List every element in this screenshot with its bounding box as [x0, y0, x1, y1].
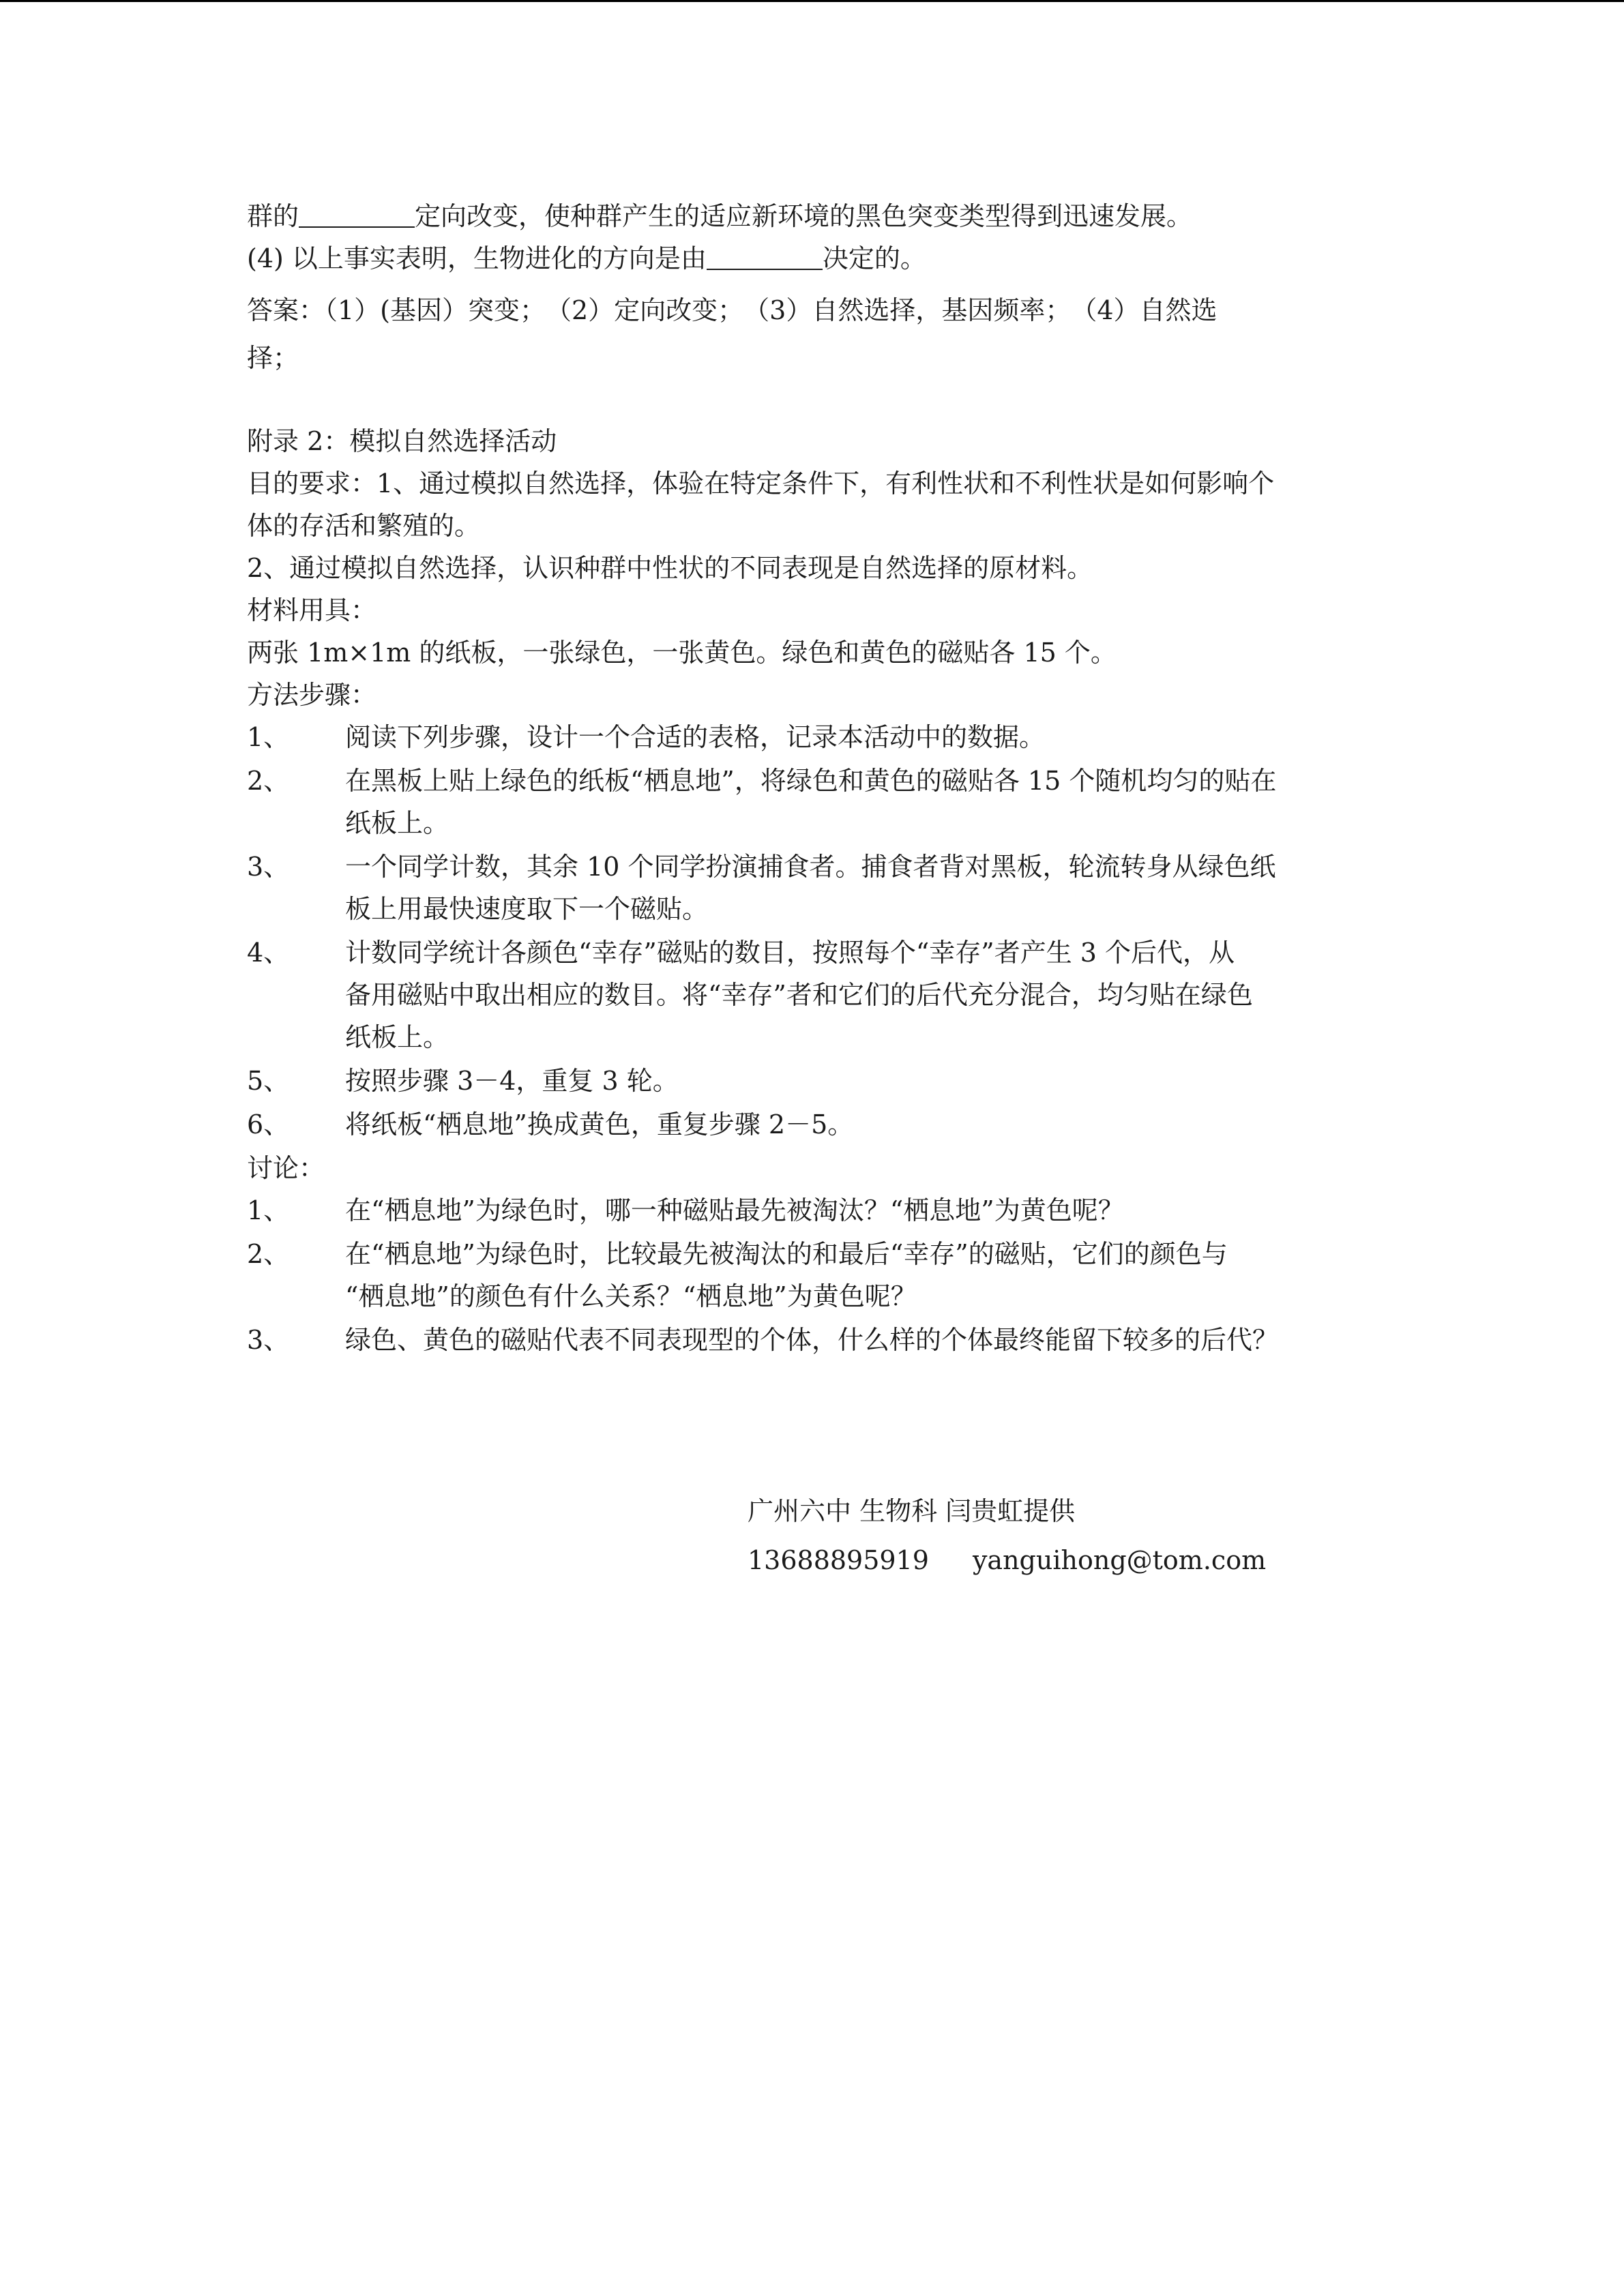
step-item-text	[345, 846, 1379, 930]
step-item-number: 4、	[247, 938, 290, 968]
step-item-text-line: 纸板上。	[345, 808, 449, 838]
discussion-item	[247, 1233, 1379, 1319]
step-item-number: 5、	[247, 1066, 290, 1096]
discussion-item-text-line: 在“栖息地”为绿色时，比较最先被淘汰的和最后“幸存”的磁贴，它们的颜色与	[345, 1239, 1228, 1269]
discussion-item-number: 1、	[247, 1195, 290, 1225]
step-item-text-line: 板上用最快速度取下一个磁贴。	[345, 894, 709, 924]
discussion-item-text-line: 绿色、黄色的磁贴代表不同表现型的个体，什么样的个体最终能留下较多的后代？	[345, 1325, 1279, 1355]
question-text: 决定的。	[822, 243, 926, 273]
contact-line	[748, 1536, 1266, 1585]
answer-line: 择；	[247, 343, 299, 373]
document-body	[247, 195, 1379, 1362]
question-text: (4) 以上事实表明，生物进化的方向是由	[247, 243, 707, 273]
discussion-item-text	[345, 1189, 1379, 1232]
question-line-4	[247, 237, 1379, 280]
step-item-text	[345, 716, 1379, 758]
materials-text: 两张 1m×1m 的纸板，一张绿色，一张黄色。绿色和黄色的磁贴各 15 个。	[247, 638, 1117, 668]
purpose-line: 2、通过模拟自然选择，认识种群中性状的不同表现是自然选择的原材料。	[247, 553, 1093, 583]
step-item-text-line: 计数同学统计各颜色“幸存”磁贴的数目，按照每个“幸存”者产生 3 个后代，从	[345, 938, 1235, 968]
discussion-item-number: 3、	[247, 1325, 290, 1355]
discussion-item	[247, 1319, 1379, 1362]
step-item-text-line: 在黑板上贴上绿色的纸板“栖息地”，将绿色和黄色的磁贴各 15 个随机均匀的贴在	[345, 766, 1277, 796]
discussion-item-text	[345, 1319, 1379, 1361]
method-steps	[247, 716, 1379, 1147]
discussion-item-text	[345, 1233, 1379, 1317]
discussion-item-number: 2、	[247, 1239, 290, 1269]
discussion-item-text-line: “栖息地”的颜色有什么关系？“栖息地”为黄色呢？	[345, 1281, 917, 1311]
purpose-line: 目的要求：1、通过模拟自然选择，体验在特定条件下，有利性状和不利性状是如何影响个	[247, 468, 1275, 498]
step-item-text-line: 阅读下列步骤，设计一个合适的表格，记录本活动中的数据。	[345, 722, 1046, 752]
step-item-text	[345, 1060, 1379, 1102]
step-item	[247, 846, 1379, 931]
step-item	[247, 716, 1379, 760]
discussion-item	[247, 1189, 1379, 1233]
purpose-line: 体的存活和繁殖的。	[247, 511, 481, 541]
page-top-border	[0, 0, 1624, 2]
step-item-text-line: 纸板上。	[345, 1022, 449, 1052]
step-item-number: 2、	[247, 766, 290, 796]
discussion-heading: 讨论：	[247, 1153, 325, 1183]
answer-block	[247, 286, 1379, 382]
answer-line: 答案：（1）(基因）突变； （2）定向改变； （3）自然选择，基因频率； （4）自然选	[247, 295, 1217, 325]
step-item-text	[345, 760, 1379, 844]
step-item-text	[345, 1103, 1379, 1146]
step-item-number: 3、	[247, 852, 290, 882]
fill-blank	[707, 244, 823, 270]
step-item-text-line: 将纸板“栖息地”换成黄色，重复步骤 2－5。	[345, 1109, 854, 1139]
step-item-text-line: 备用磁贴中取出相应的数目。将“幸存”者和它们的后代充分混合，均匀贴在绿色	[345, 980, 1253, 1010]
step-item	[247, 760, 1379, 846]
method-heading: 方法步骤：	[247, 680, 377, 710]
question-text: 定向改变，使种群产生的适应新环境的黑色突变类型得到迅速发展。	[415, 201, 1193, 231]
question-line-3	[247, 195, 1379, 237]
author-footer	[748, 1487, 1266, 1585]
materials-heading: 材料用具：	[247, 595, 377, 625]
step-item-text-line: 一个同学计数，其余 10 个同学扮演捕食者。捕食者背对黑板，轮流转身从绿色纸	[345, 852, 1276, 882]
email-address: yanguihong@tom.com	[972, 1545, 1267, 1575]
question-text: 群的	[247, 201, 299, 231]
step-item-number: 1、	[247, 722, 290, 752]
step-item-text-line: 按照步骤 3－4，重复 3 轮。	[345, 1066, 679, 1096]
step-item-number: 6、	[247, 1109, 290, 1139]
discussion-item-text-line: 在“栖息地”为绿色时，哪一种磁贴最先被淘汰？“栖息地”为黄色呢？	[345, 1195, 1124, 1225]
appendix-title: 附录 2：模拟自然选择活动	[247, 426, 557, 456]
phone-number: 13688895919	[748, 1545, 929, 1575]
step-item	[247, 1060, 1379, 1103]
step-item-text	[345, 931, 1379, 1058]
author-line: 广州六中 生物科 闫贵虹提供	[748, 1496, 1076, 1526]
step-item	[247, 931, 1379, 1060]
fill-blank	[299, 202, 415, 228]
discussion-list	[247, 1189, 1379, 1362]
step-item	[247, 1103, 1379, 1147]
